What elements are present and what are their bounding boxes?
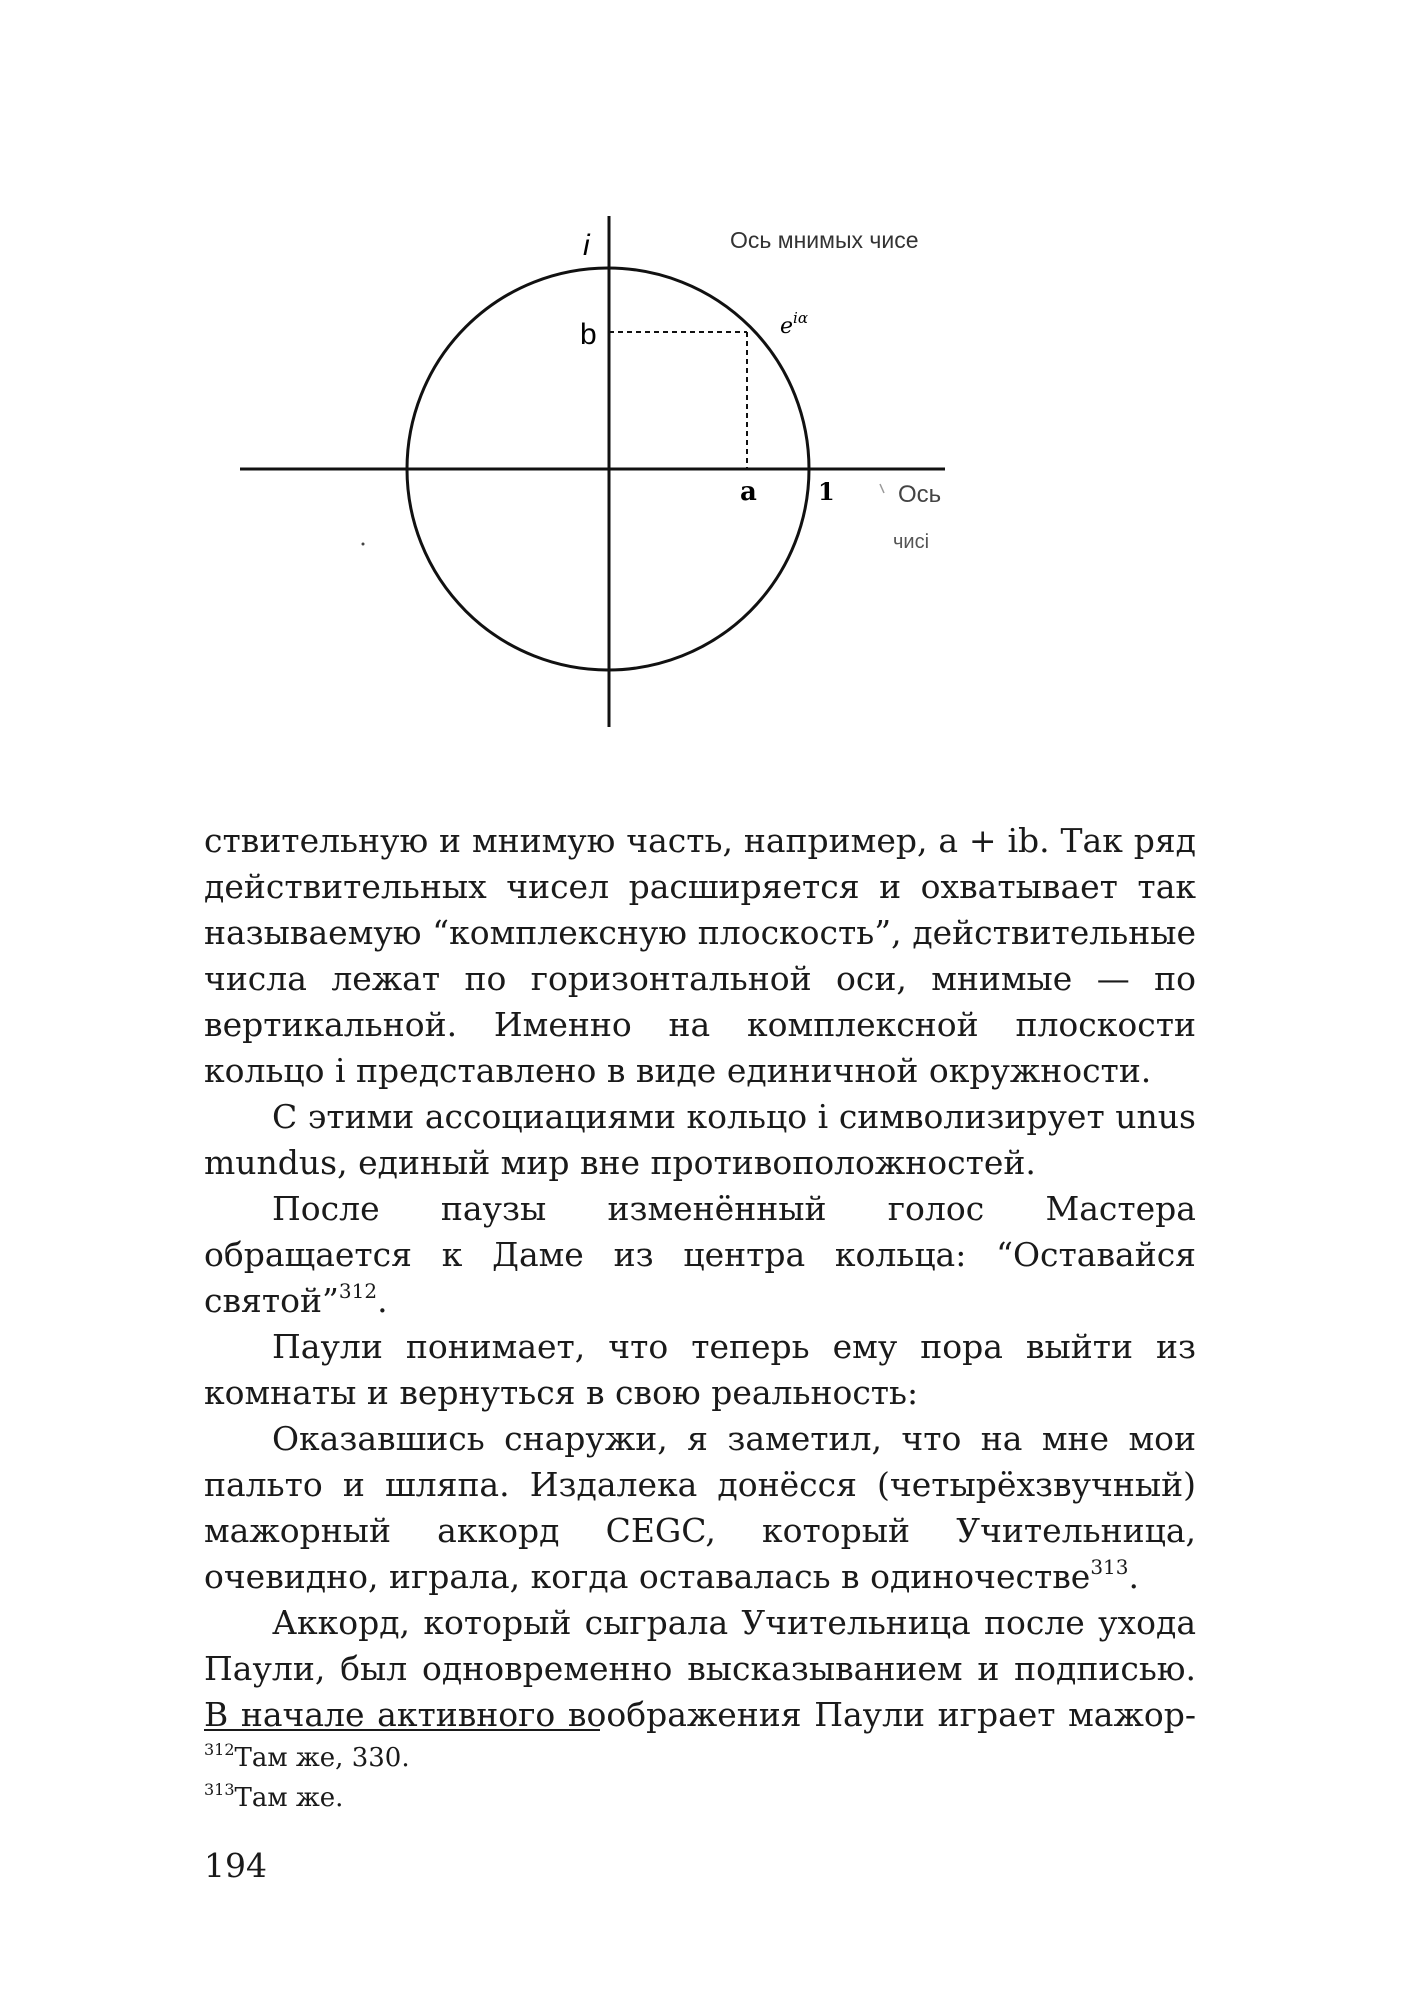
scan-mark [880, 484, 884, 493]
footnote-313-number: 313 [204, 1780, 235, 1799]
footnote-312-number: 312 [204, 1740, 235, 1759]
footnote-313-text: Там же. [234, 1783, 344, 1813]
footnote-ref-312[interactable]: 312 [338, 1279, 378, 1303]
one-label: 1 [818, 477, 835, 506]
page-number: 194 [204, 1846, 267, 1885]
paragraph-3-text: После паузы изменённый голос Мастера обращается к Даме из центра кольца: “Оставайся святой” [204, 1189, 1196, 1320]
imag-axis-caption: Ось мнимых чисе [730, 227, 919, 253]
point-label [780, 309, 808, 339]
stray-dot [362, 543, 365, 546]
footnote-312 [204, 1742, 410, 1774]
footnote-ref-313[interactable]: 313 [1090, 1555, 1129, 1579]
unit-circle-figure [0, 0, 1410, 740]
footnote-divider [204, 1729, 600, 1731]
paragraph-5-text: Оказавшись снаружи, я заметил, что на мне мои пальто и шляпа. Издалека донёсся (четырёхзвучный) мажорный аккорд CEGC, который Учительница, очевидно, играла, когда оставалась в одиночестве [204, 1419, 1196, 1596]
imag-axis-symbol: i [583, 229, 590, 262]
paragraph-3-end: . [377, 1281, 388, 1320]
paragraph-3 [204, 1186, 1196, 1324]
paragraph-1: ствительную и мнимую часть, например, a + ib. Так ряд действительных чисел расширяется и охватывает так называемую “комплексную плоскость”, действительные числа лежат по горизонтальной оси, мнимые — по вертикальной. Именно на комплексной плоскости кольцо i представлено в виде единичной окружности. [204, 821, 1196, 1090]
paragraph-5 [204, 1416, 1196, 1600]
real-axis-caption-line2: чисі [893, 531, 930, 553]
point-label-base: e [780, 314, 794, 339]
body-text [204, 818, 1196, 1738]
point-label-exp: iα [793, 309, 808, 327]
paragraph-2: С этими ассоциациями кольцо i символизирует unus mundus, единый мир вне противоположностей. [204, 1097, 1196, 1182]
footnote-312-text: Там же, 330. [234, 1743, 410, 1773]
b-label: b [580, 318, 597, 351]
paragraph-6: Аккорд, который сыграла Учительница после ухода Паули, был одновременно высказыванием и подписью. В начале активного воображения Паули играет мажор- [204, 1603, 1196, 1734]
paragraph-5-end: . [1128, 1557, 1140, 1596]
footnote-313 [204, 1782, 343, 1814]
paragraph-4: Паули понимает, что теперь ему пора выйти из комнаты и вернуться в свою реальность: [204, 1327, 1196, 1412]
a-label: a [740, 477, 757, 507]
real-axis-caption-line1: Ось [898, 481, 942, 508]
